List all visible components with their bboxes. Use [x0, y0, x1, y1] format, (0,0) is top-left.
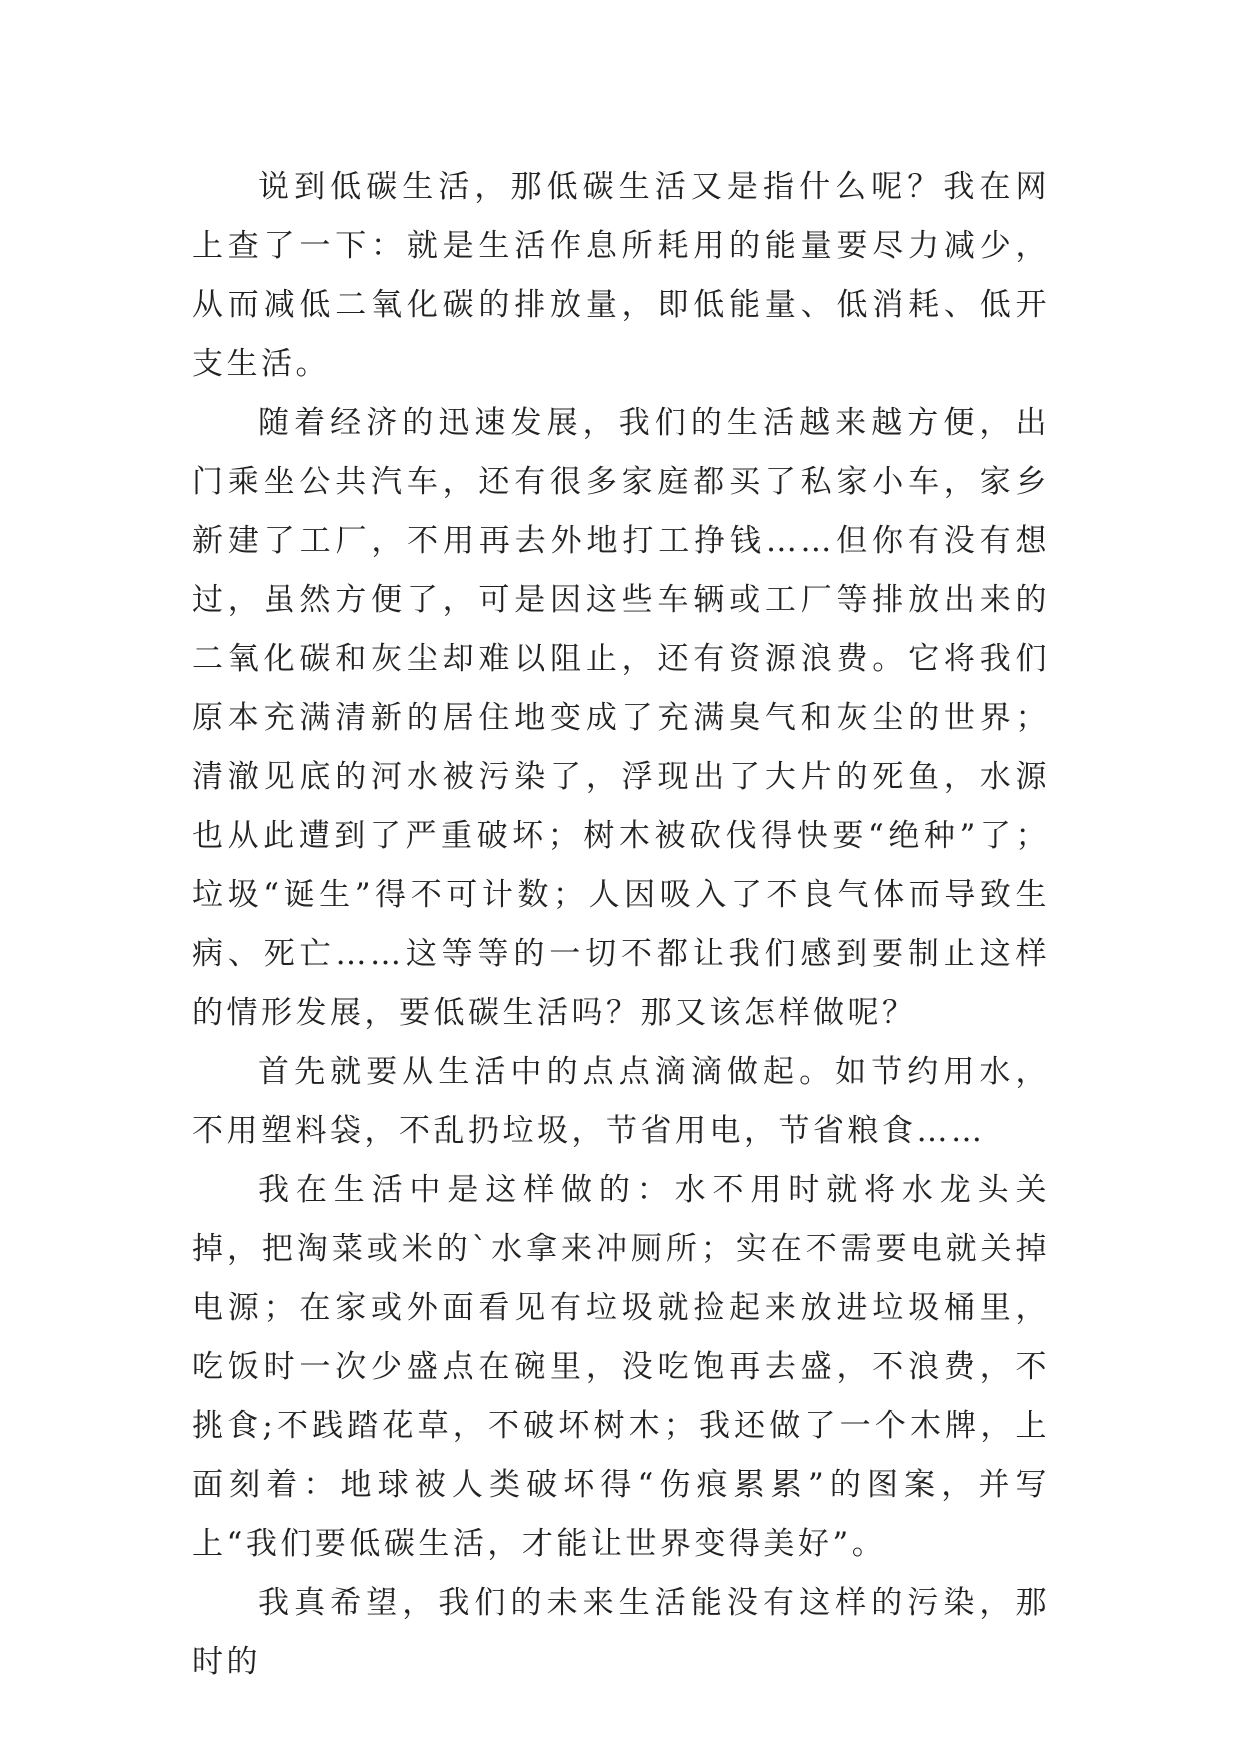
paragraph-pollution: 随着经济的迅速发展，我们的生活越来越方便，出门乘坐公共汽车，还有很多家庭都买了私家小车，家乡新建了工厂，不用再去外地打工挣钱……但你有没有想过，虽然方便了，可是因这些车辆或工厂等排放出来的二氧化碳和灰尘却难以阻止，还有资源浪费。它将我们原本充满清新的居住地变成了充满臭气和灰尘的世界；清澈见底的河水被污染了，浮现出了大片的死鱼，水源也从此遭到了严重破坏；树木被砍伐得快要“绝种”了；垃圾“诞生”得不可计数；人因吸入了不良气体而导致生病、死亡……这等等的一切不都让我们感到要制止这样的情形发展，要低碳生活吗？那又该怎样做呢？: [192, 405, 1050, 1031]
paragraph-hope: 我真希望，我们的未来生活能没有这样的污染，那时的: [192, 1585, 1050, 1680]
paragraph-first-steps: 首先就要从生活中的点点滴滴做起。如节约用水，不用塑料袋，不乱扔垃圾，节省用电，节省粮食……: [192, 1054, 1050, 1149]
paragraph-definition: 说到低碳生活，那低碳生活又是指什么呢？我在网上查了一下：就是生活作息所耗用的能量要尽力减少，从而减低二氧化碳的排放量，即低能量、低消耗、低开支生活。: [192, 169, 1050, 382]
paragraph-my-actions: 我在生活中是这样做的：水不用时就将水龙头关掉，把淘菜或米的`水拿来冲厕所；实在不需要电就关掉电源；在家或外面看见有垃圾就捡起来放进垃圾桶里，吃饭时一次少盛点在碗里，没吃饱再去盛，不浪费，不挑食;不践踏花草，不破坏树木；我还做了一个木牌，上面刻着：地球被人类破坏得“伤痕累累”的图案，并写上“我们要低碳生活，才能让世界变得美好”。: [192, 1172, 1050, 1562]
document-body: [192, 158, 1050, 1692]
